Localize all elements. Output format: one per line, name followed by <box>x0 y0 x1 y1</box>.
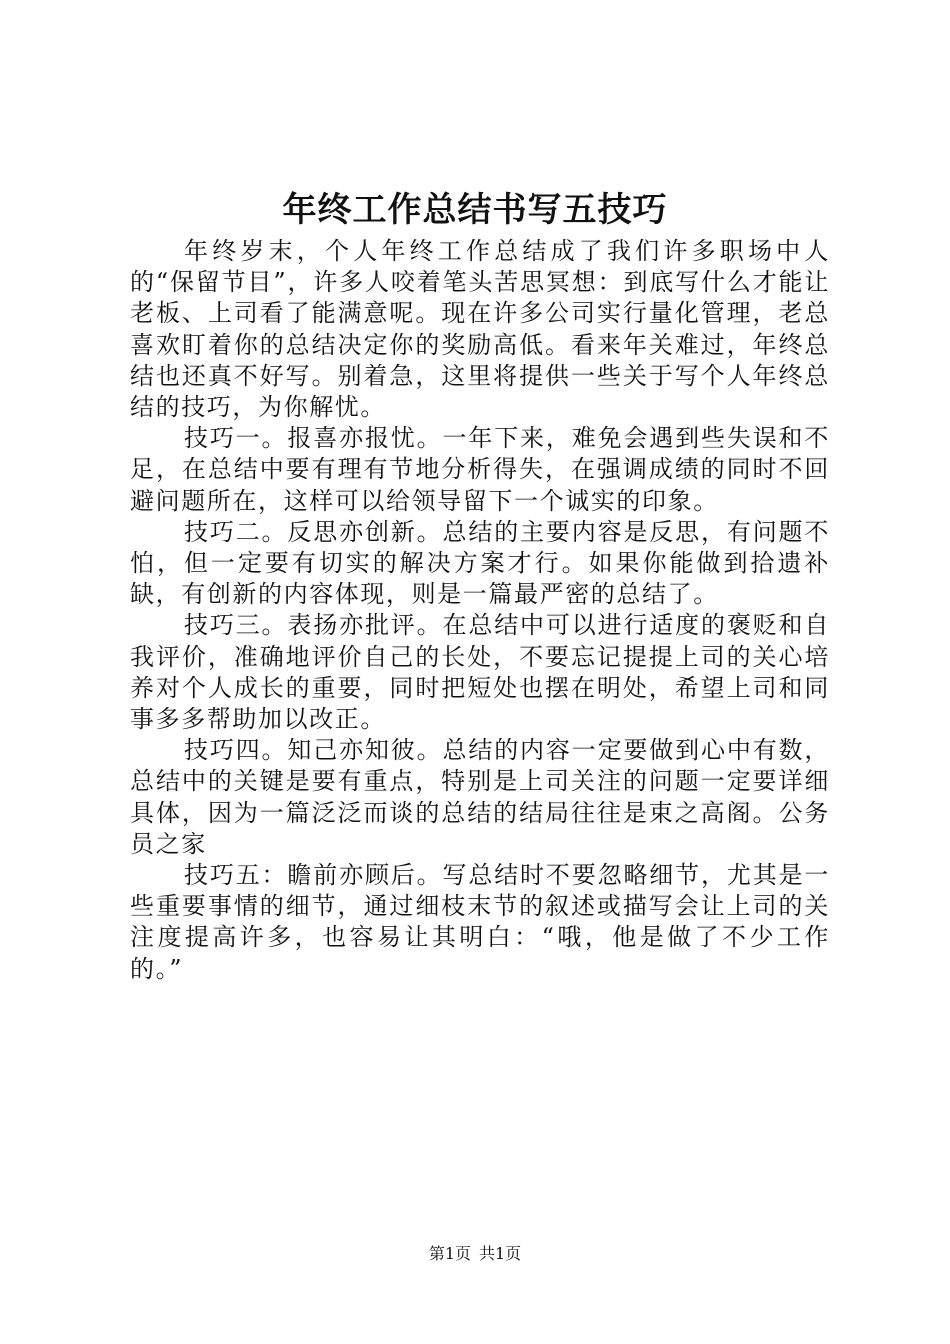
page-footer <box>0 1243 950 1265</box>
paragraph-tip-1: 技巧一。报喜亦报忧。一年下来，难免会遇到些失误和不足，在总结中要有理有节地分析得失，在强调成绩的同时不回避问题所在，这样可以给领导留下一个诚实的印象。 <box>130 424 830 515</box>
page-number: 第1页 <box>428 1244 471 1263</box>
document-title: 年终工作总结书写五技巧 <box>282 190 668 230</box>
page-total: 共1页 <box>479 1244 522 1263</box>
document-body <box>130 236 830 985</box>
paragraph-tip-5: 技巧五：瞻前亦顾后。写总结时不要忽略细节，尤其是一些重要事情的细节，通过细枝末节的叙述或描写会让上司的关注度提高许多，也容易让其明白：“哦，他是做了不少工作的。” <box>130 861 830 983</box>
paragraph-intro: 年终岁末，个人年终工作总结成了我们许多职场中人的“保留节目”，许多人咬着笔头苦思冥想：到底写什么才能让老板、上司看了能满意呢。现在许多公司实行量化管理，老总喜欢盯着你的总结决定你的奖励高低。看来年关难过，年终总结也还真不好写。别着急，这里将提供一些关于写个人年终总结的技巧，为你解忧。 <box>130 237 830 422</box>
paragraph-tip-2: 技巧二。反思亦创新。总结的主要内容是反思，有问题不怕，但一定要有切实的解决方案才行。如果你能做到拾遗补缺，有创新的内容体现，则是一篇最严密的总结了。 <box>130 517 830 609</box>
paragraph-tip-3: 技巧三。表扬亦批评。在总结中可以进行适度的褒贬和自我评价，准确地评价自己的长处，不要忘记提提上司的关心培养对个人成长的重要，同时把短处也摆在明处，希望上司和同事多多帮助加以改正。 <box>130 611 830 734</box>
paragraph-tip-4: 技巧四。知己亦知彼。总结的内容一定要做到心中有数，总结中的关键是要有重点，特别是上司关注的问题一定要详细具体，因为一篇泛泛而谈的总结的结局往往是束之高阁。公务员之家 <box>130 736 830 858</box>
